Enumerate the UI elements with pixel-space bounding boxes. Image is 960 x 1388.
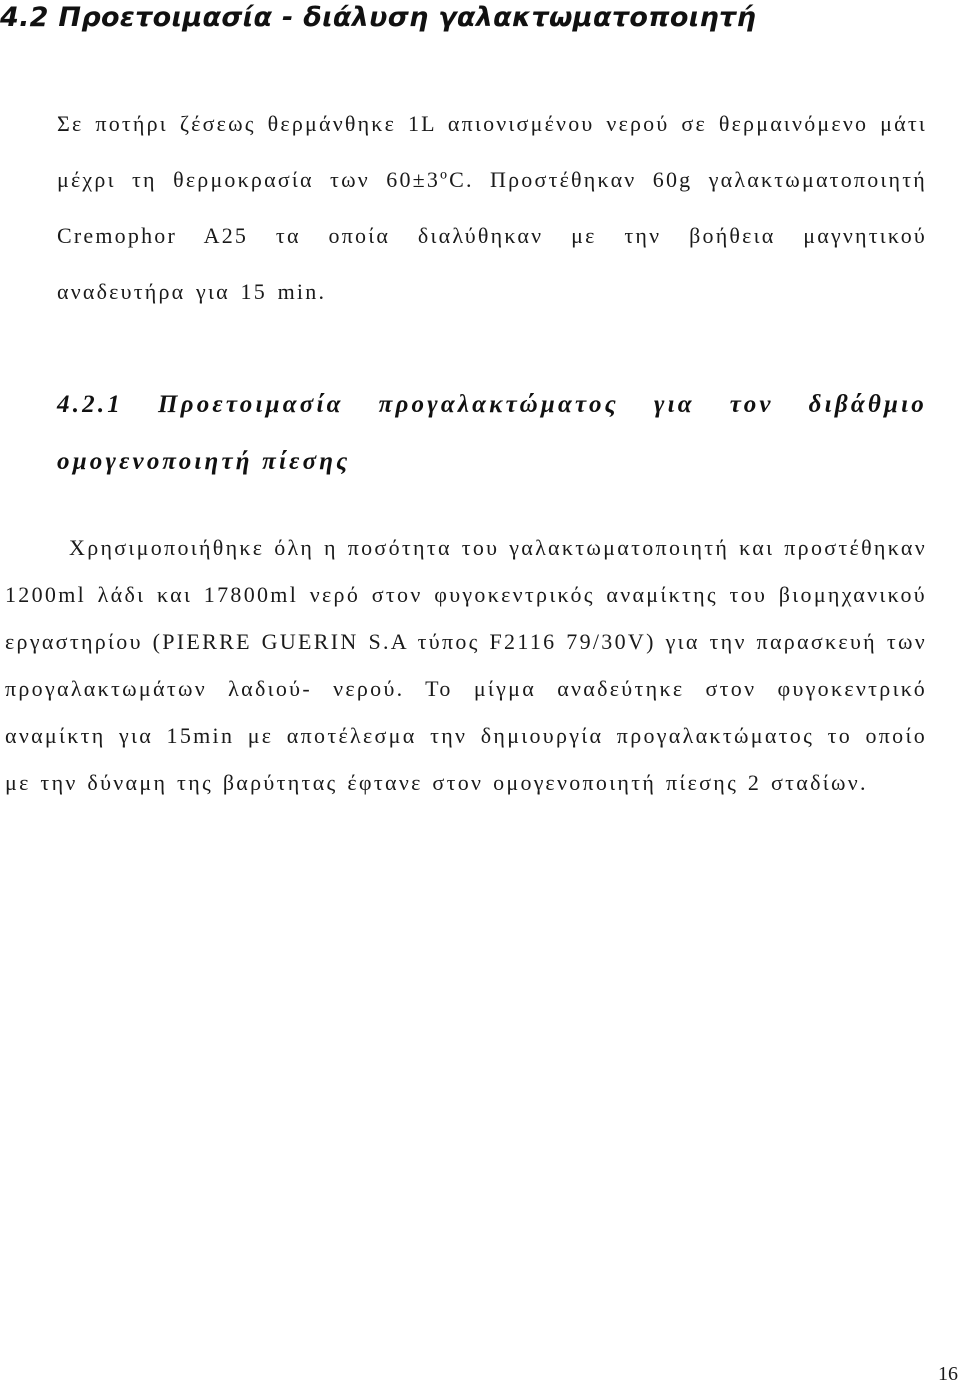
subsection-paragraph-text: Χρησιμοποιήθηκε όλη η ποσότητα του γαλακτωματοποιητή και προστέθηκαν 1200ml λάδι και 17800ml νερό στον φυγοκεντρικός αναμίκτης του βιομηχανικού εργαστηρίου (PIERRE GUERIN S.A τύπος F2116 79/30V) για την παρασκευή των προγαλακτωμάτων λαδιού- νερού. Το μίγμα αναδεύτηκε στον φυγοκεντρικό αναμίκτη για 15min με αποτέλεσμα την δημιουργία προγαλακτώματος το οποίο με την δύναμη της βαρύτητας έφτανε στον ομογενοποιητή πίεσης 2 σταδίων. <box>5 535 927 795</box>
section-paragraph: Σε ποτήρι ζέσεως θερμάνθηκε 1L απιονισμένου νερού σε θερμαινόμενο μάτι μέχρι τη θερμοκρασία των 60±3ºC. Προστέθηκαν 60g γαλακτωματοποιητή Cremophor A25 τα οποία διαλύθηκαν με την βοήθεια μαγνητικού αναδευτήρα για 15 min. <box>57 111 927 304</box>
subsection-heading: 4.2.1 Προετοιμασία προγαλακτώματος για τον διβάθμιο ομογενοποιητή πίεσης <box>57 391 927 475</box>
section-heading: 4.2 Προετοιμασία - διάλυση γαλακτωματοποιητή <box>0 2 757 33</box>
page-number: 16 <box>938 1363 958 1385</box>
subsection-paragraph <box>5 524 927 806</box>
